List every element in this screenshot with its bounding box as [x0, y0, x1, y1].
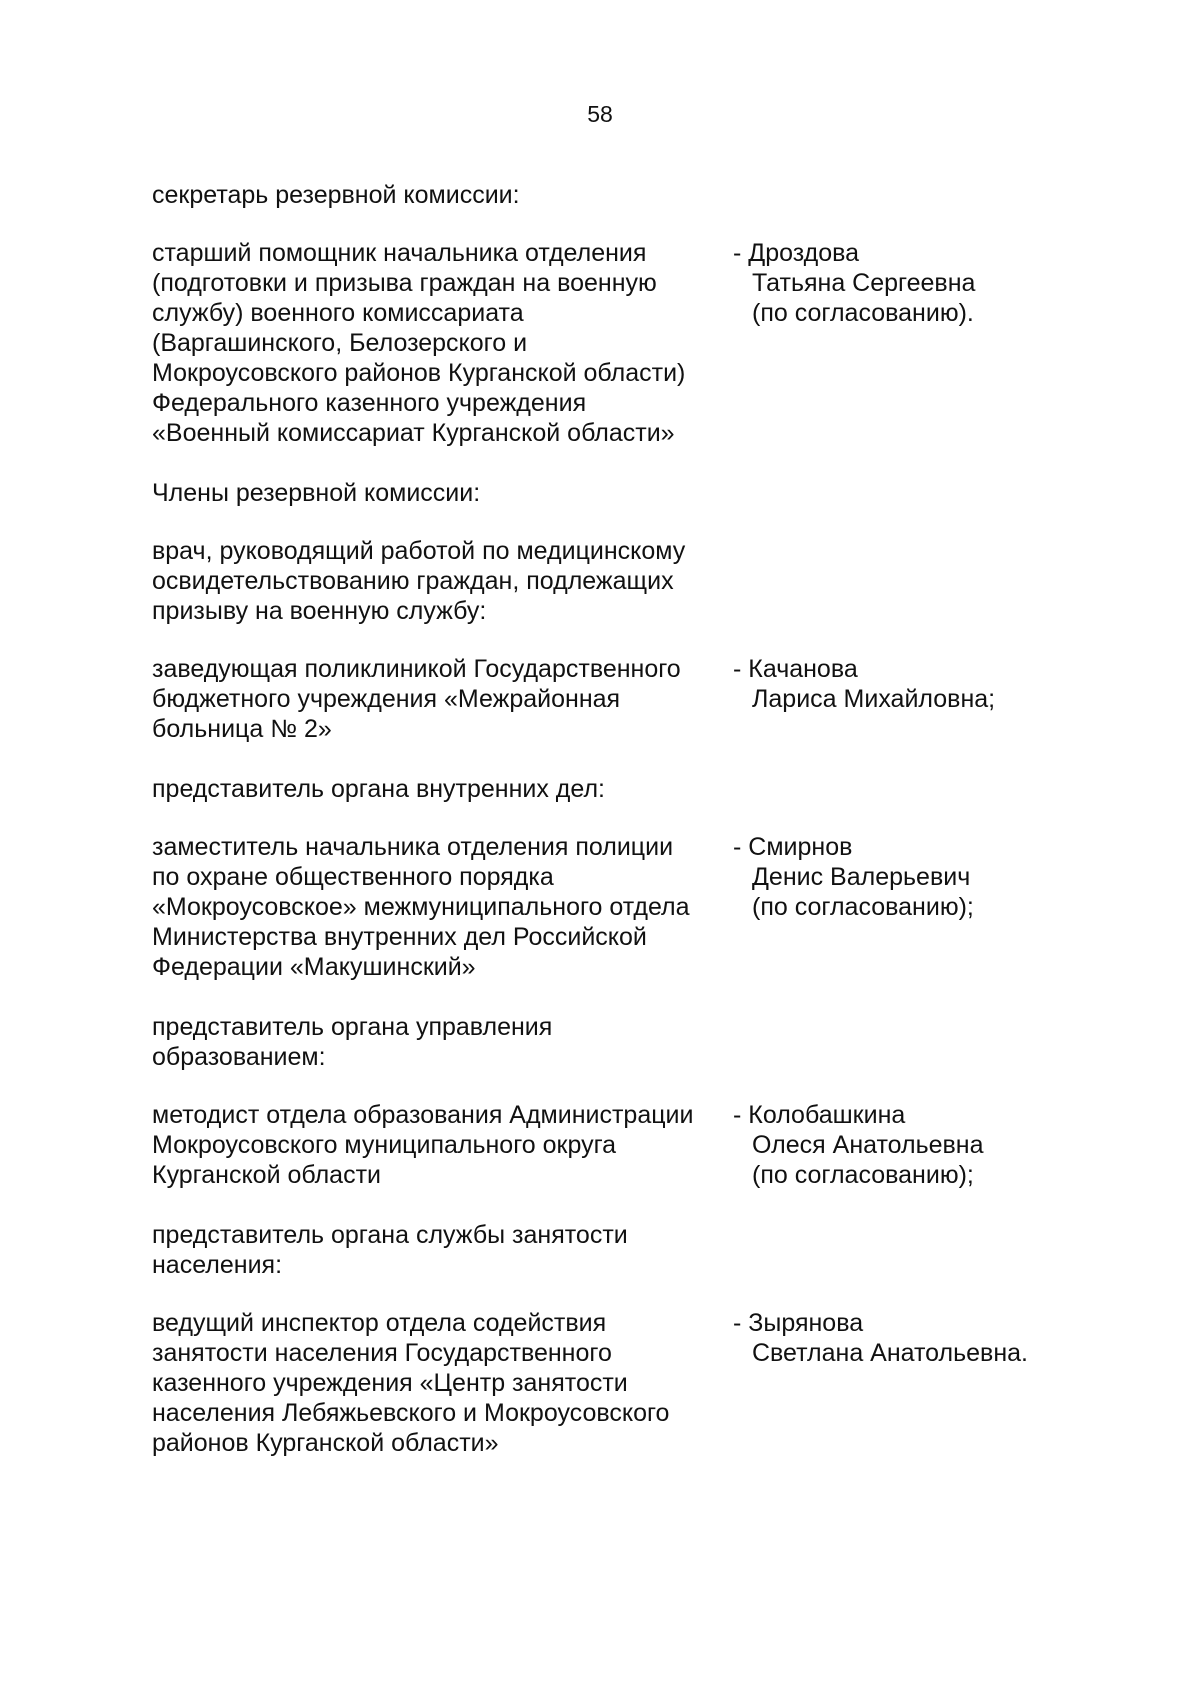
position-line: методист отдела образования Администрации — [152, 1101, 694, 1129]
section-heading-doctor — [152, 536, 1052, 626]
heading-line: представитель органа службы занятости — [152, 1221, 628, 1249]
member-position — [152, 654, 733, 744]
member-row-employment — [152, 1308, 1052, 1458]
heading-line: представитель органа внутренних дел: — [152, 775, 606, 803]
section-heading-secretary — [152, 180, 1052, 210]
member-name — [733, 238, 1052, 448]
position-line: Мокроусовского муниципального округа — [152, 1131, 617, 1159]
name-line: (по согласованию); — [752, 1161, 974, 1189]
heading-line: освидетельствованию граждан, подлежащих — [152, 567, 674, 595]
position-line: Мокроусовского районов Курганской области) — [152, 359, 686, 387]
member-row-education — [152, 1100, 1052, 1190]
heading-line: секретарь резервной комиссии: — [152, 181, 520, 209]
heading-line: населения: — [152, 1251, 283, 1279]
name-line: Лариса Михайловна; — [752, 685, 996, 713]
heading-line: образованием: — [152, 1043, 326, 1071]
position-line: казенного учреждения «Центр занятости — [152, 1369, 628, 1397]
commission-list — [152, 180, 1052, 1488]
position-line: Федерального казенного учреждения — [152, 389, 587, 417]
name-line: Олеся Анатольевна — [752, 1131, 984, 1159]
position-line: (подготовки и призыва граждан на военную — [152, 269, 657, 297]
position-line: службу) военного комиссариата — [152, 299, 524, 327]
member-name — [733, 1308, 1052, 1458]
name-line: Светлана Анатольевна. — [752, 1339, 1028, 1367]
position-line: больница № 2» — [152, 715, 332, 743]
section-heading-members — [152, 478, 1052, 508]
member-position — [152, 1100, 733, 1190]
position-line: «Военный комиссариат Курганской области» — [152, 419, 675, 447]
heading-line: Члены резервной комиссии: — [152, 479, 481, 507]
member-row-doctor — [152, 654, 1052, 744]
heading-line: врач, руководящий работой по медицинскому — [152, 537, 686, 565]
name-line: Денис Валерьевич — [752, 863, 971, 891]
member-name — [733, 832, 1052, 982]
position-line: «Мокроусовское» межмуниципального отдела — [152, 893, 690, 921]
position-line: бюджетного учреждения «Межрайонная — [152, 685, 621, 713]
name-line: - Смирнов — [733, 833, 853, 861]
position-line: районов Курганской области» — [152, 1429, 499, 1457]
section-heading-employment — [152, 1220, 1052, 1280]
member-position — [152, 832, 733, 982]
member-position — [152, 1308, 733, 1458]
heading-line: призыву на военную службу: — [152, 597, 487, 625]
position-line: ведущий инспектор отдела содействия — [152, 1309, 607, 1337]
position-line: по охране общественного порядка — [152, 863, 554, 891]
member-name — [733, 1100, 1052, 1190]
position-line: (Варгашинского, Белозерского и — [152, 329, 528, 357]
position-line: занятости населения Государственного — [152, 1339, 612, 1367]
member-row-police — [152, 832, 1052, 982]
member-position — [152, 238, 733, 448]
page-number: 58 — [587, 101, 613, 127]
position-line: заместитель начальника отделения полиции — [152, 833, 674, 861]
name-line: (по согласованию); — [752, 893, 974, 921]
position-line: Курганской области — [152, 1161, 382, 1189]
position-line: Министерства внутренних дел Российской — [152, 923, 647, 951]
position-line: населения Лебяжьевского и Мокроусовского — [152, 1399, 670, 1427]
position-line: Федерации «Макушинский» — [152, 953, 476, 981]
name-line: (по согласованию). — [752, 299, 974, 327]
name-line: - Зырянова — [733, 1309, 864, 1337]
name-line: - Дроздова — [733, 239, 860, 267]
name-line: - Качанова — [733, 655, 858, 683]
name-line: - Колобашкина — [733, 1101, 906, 1129]
heading-line: представитель органа управления — [152, 1013, 553, 1041]
position-line: старший помощник начальника отделения — [152, 239, 647, 267]
member-row-secretary — [152, 238, 1052, 448]
member-name — [733, 654, 1052, 744]
section-heading-education — [152, 1012, 1052, 1072]
section-heading-police — [152, 774, 1052, 804]
name-line: Татьяна Сергеевна — [752, 269, 976, 297]
position-line: заведующая поликлиникой Государственного — [152, 655, 681, 683]
